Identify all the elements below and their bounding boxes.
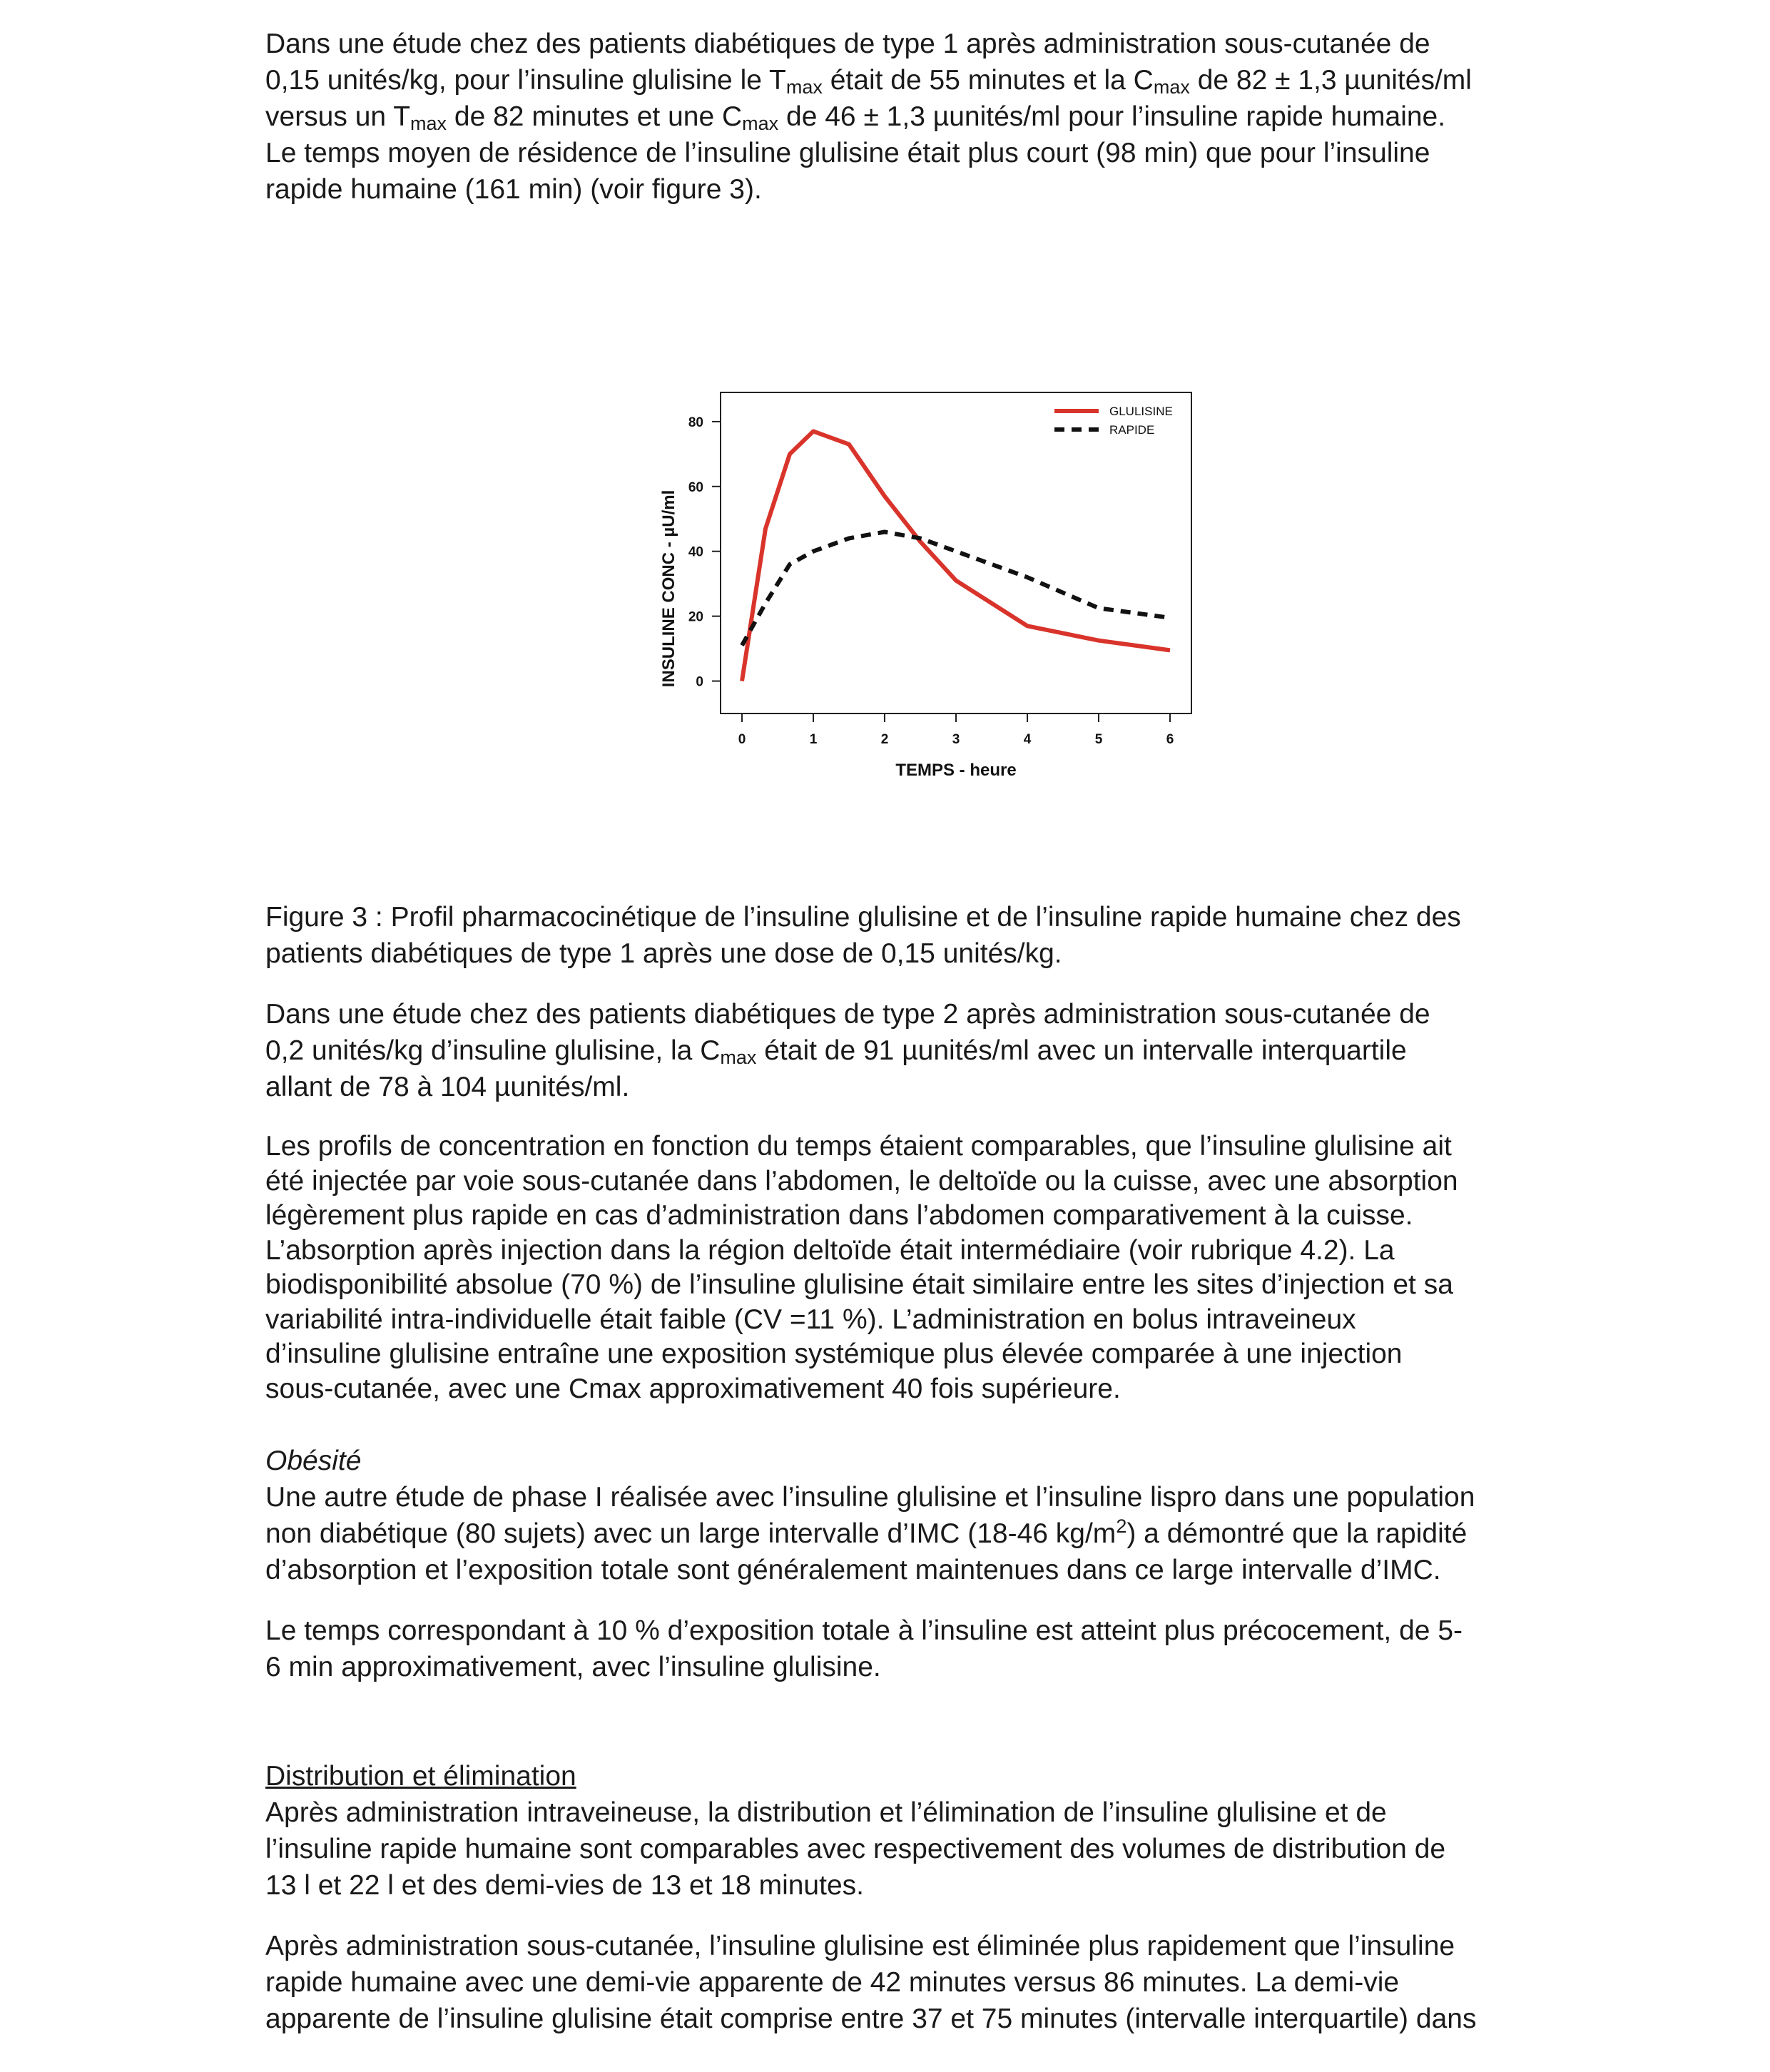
y-tick-label: 0 [696,674,703,690]
paragraph-type2-study [265,996,1571,1105]
text-line: L’absorption après injection dans la région deltoïde était intermédiaire (voir rubrique 4.2). La [265,1234,1395,1266]
text-fragment: de 82 minutes et une C [447,101,743,132]
subscript: max [410,113,447,134]
text-fragment: était de 91 µunités/ml avec un intervalle interquartile [756,1035,1407,1066]
text-line: Une autre étude de phase I réalisée avec l’insuline glulisine et l’insuline lispro dans une population [265,1482,1475,1513]
x-tick-label: 3 [952,732,960,747]
text-line: Le temps moyen de résidence de l’insuline glulisine était plus court (98 min) que pour l’insuline [265,138,1430,168]
text-line: Après administration intraveineuse, la distribution et l’élimination de l’insuline glulisine et de [265,1797,1387,1828]
section-distribution [265,1758,1571,1904]
chart-series [742,432,1170,681]
text-line: d’insuline glulisine entraîne une exposition systémique plus élevée comparée à une injection [265,1339,1403,1369]
body-text [265,899,1571,2037]
superscript: 2 [1116,1515,1127,1537]
text-line: apparente de l’insuline glulisine était comprise entre 37 et 75 minutes (intervalle interquartile) dans [265,2004,1477,2034]
text-line: Le temps correspondant à 10 % d’exposition totale à l’insuline est atteint plus précocement, de 5- [265,1615,1463,1646]
text-line: rapide humaine (161 min) (voir figure 3). [265,174,762,205]
text-line [265,98,1571,135]
text-line: variabilité intra-individuelle était faible (CV =11 %). L’administration en bolus intraveineux [265,1304,1356,1335]
paragraph-subcutaneous-elimination [265,1928,1571,2037]
text-line: 13 l et 22 l et des demi-vies de 13 et 18 minutes. [265,1870,864,1901]
text-fragment: de 82 ± 1,3 µunités/ml [1189,65,1472,96]
x-tick-label: 6 [1166,732,1174,747]
text-line: Dans une étude chez des patients diabétiques de type 1 après administration sous-cutanée de [265,29,1430,59]
text-line: Les profils de concentration en fonction du temps étaient comparables, que l’insuline glulisine ait [265,1131,1452,1162]
subscript: max [785,76,823,98]
legend-label: RAPIDE [1109,423,1155,437]
text-line: allant de 78 à 104 µunités/ml. [265,1072,630,1102]
text-fragment: 0,2 unités/kg d’insuline glulisine, la C [265,1035,721,1066]
paragraph-concentration-profiles [265,1129,1571,1406]
figure-caption-line: Figure 3 : Profil pharmacocinétique de l’insuline glulisine et de l’insuline rapide humaine chez des [265,902,1461,933]
paragraph-exposure [265,1613,1571,1685]
text-fragment: était de 55 minutes et la C [822,65,1154,96]
text-line: Après administration sous-cutanée, l’insuline glulisine est éliminée plus rapidement que l’insuline [265,1931,1455,1961]
subscript: max [720,1047,757,1068]
text-fragment: non diabétique (80 sujets) avec un large intervalle d’IMC (18-46 kg/m [265,1518,1117,1549]
series-line-rapide [742,532,1170,646]
x-tick-label: 1 [809,732,818,747]
text-line: biodisponibilité absolue (70 %) de l’insuline glulisine était similaire entre les sites d’injection et sa [265,1269,1453,1300]
plot-frame [721,392,1191,713]
text-line: l’insuline rapide humaine sont comparables avec respectivement des volumes de distribution de [265,1834,1446,1864]
chart-axes [659,392,1191,780]
text-line [265,62,1571,98]
text-line: été injectée par voie sous-cutanée dans l’abdomen, le deltoïde ou la cuisse, avec une absorption [265,1165,1458,1197]
text-fragment: versus un T [265,101,411,132]
x-tick-label: 5 [1094,732,1103,747]
pk-profile-chart [649,378,1199,785]
text-fragment: 0,15 unités/kg, pour l’insuline glulisine le T [265,65,786,96]
text-line: rapide humaine avec une demi-vie apparente de 42 minutes versus 86 minutes. La demi-vie [265,1967,1400,1998]
text-line: légèrement plus rapide en cas d’administration dans l’abdomen comparativement à la cuisse. [265,1200,1413,1231]
chart-legend [1054,405,1173,437]
text-line: Dans une étude chez des patients diabétiques de type 2 après administration sous-cutanée de [265,999,1430,1030]
y-tick-label: 60 [688,479,703,495]
text-line: sous-cutanée, avec une Cmax approximativement 40 fois supérieure. [265,1373,1121,1404]
section-obesity [265,1443,1571,1588]
y-tick-label: 40 [688,544,703,560]
section-heading-obesity: Obésité [265,1446,362,1476]
x-tick-label: 4 [1023,732,1032,747]
subscript: max [742,113,779,134]
subscript: max [1153,76,1190,98]
text-fragment: de 46 ± 1,3 µunités/ml pour l’insuline rapide humaine. [778,101,1446,132]
text-line: d’absorption et l’exposition totale sont généralement maintenues dans ce large intervalle d’IMC. [265,1555,1441,1585]
y-tick-label: 80 [688,415,703,430]
y-axis-label: INSULINE CONC - µU/ml [659,489,678,688]
x-tick-label: 2 [880,732,889,747]
text-line [265,1032,1571,1069]
paragraph-type1-study [265,26,1571,208]
section-heading-distribution: Distribution et élimination [265,1761,576,1792]
text-line: 6 min approximativement, avec l’insuline glulisine. [265,1652,881,1682]
x-tick-label: 0 [738,732,746,747]
text-line [265,1515,1571,1552]
figure-caption-line: patients diabétiques de type 1 après une dose de 0,15 unités/kg. [265,938,1062,969]
legend-label: GLULISINE [1109,405,1173,418]
y-tick-label: 20 [688,609,703,625]
x-axis-label: TEMPS - heure [895,761,1017,780]
text-fragment: ) a démontré que la rapidité [1126,1518,1468,1549]
